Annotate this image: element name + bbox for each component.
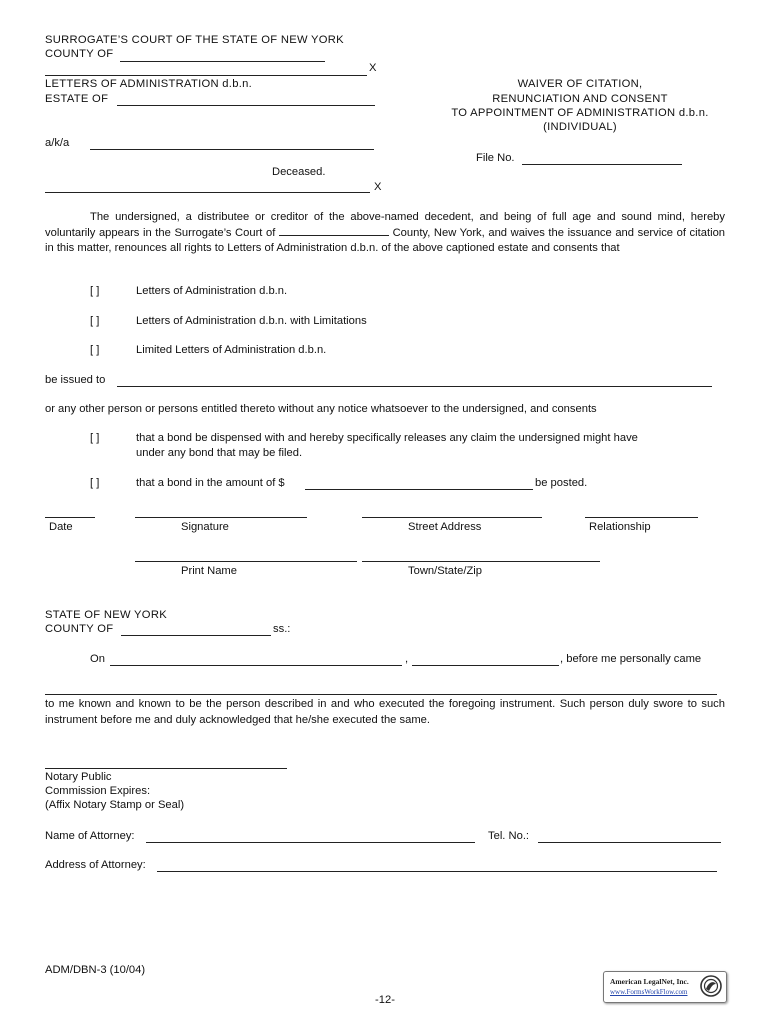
street-address-label: Street Address — [408, 521, 482, 533]
town-state-zip-label: Town/State/Zip — [408, 565, 482, 577]
attorney-address-field[interactable] — [157, 871, 717, 872]
date-field[interactable] — [45, 517, 95, 518]
court-heading: SURROGATE’S COURT OF THE STATE OF NEW YORK — [45, 34, 344, 46]
print-name-label: Print Name — [181, 565, 237, 577]
county-of-court-field[interactable] — [279, 226, 389, 236]
estate-name-field[interactable] — [117, 105, 375, 106]
notary-date-field[interactable] — [110, 665, 402, 666]
estate-label: ESTATE OF — [45, 93, 109, 105]
waiver-paragraph — [45, 210, 725, 257]
tel-no-field[interactable] — [538, 842, 721, 843]
caption-divider-top — [45, 75, 367, 76]
other-persons-text: or any other person or persons entitled thereto without any notice whatsoever to the undersigned, and consents — [45, 403, 597, 415]
form-id: ADM/DBN-3 (10/04) — [45, 964, 146, 976]
option-letters-limitations: Letters of Administration d.b.n. with Limitations — [136, 315, 367, 327]
page-number: -12- — [375, 994, 395, 1006]
notary-signature-field[interactable] — [45, 768, 287, 769]
brand-url[interactable]: www.FormsWorkFlow.com — [610, 988, 688, 996]
doc-title-line1: WAIVER OF CITATION, — [517, 78, 643, 90]
notary-public-label: Notary Public — [45, 771, 112, 783]
waiver-paragraph-part2: County, New York, and waives the issuance and service of citation in this matter, renounces all rights to Letters of Administration d.b.n. of the above captioned estate and consents that — [45, 226, 726, 254]
ss-label: ss.: — [273, 623, 291, 635]
on-label: On — [90, 653, 105, 665]
appearing-person-field[interactable] — [45, 694, 717, 695]
file-no-label: File No. — [476, 152, 515, 164]
checkbox-bond-dispensed[interactable]: [ ] — [90, 432, 100, 444]
brand-logo-icon — [700, 975, 722, 997]
notary-comma: , — [405, 653, 409, 665]
date-label: Date — [49, 521, 73, 533]
county-label: COUNTY OF — [45, 48, 114, 60]
letters-line: LETTERS OF ADMINISTRATION d.b.n. — [45, 78, 253, 90]
aka-label: a/k/a — [45, 137, 70, 149]
notary-state-line: STATE OF NEW YORK — [45, 609, 167, 621]
american-legalnet-badge — [603, 971, 727, 1003]
affix-seal-label: (Affix Notary Stamp or Seal) — [45, 799, 185, 811]
issued-to-label: be issued to — [45, 374, 106, 386]
checkbox-limited-letters[interactable]: [ ] — [90, 344, 100, 356]
checkbox-letters-limitations[interactable]: [ ] — [90, 315, 100, 327]
relationship-field[interactable] — [585, 517, 698, 518]
checkbox-bond-amount[interactable]: [ ] — [90, 477, 100, 489]
doc-title-line2: RENUNCIATION AND CONSENT — [492, 93, 668, 105]
aka-name-field[interactable] — [90, 149, 374, 150]
county-field[interactable] — [120, 61, 325, 62]
personally-came-text: , before me personally came — [560, 653, 702, 665]
issued-to-field[interactable] — [117, 386, 712, 387]
tel-no-label: Tel. No.: — [488, 830, 530, 842]
bond-posted-label: be posted. — [535, 477, 588, 489]
notary-year-field[interactable] — [412, 665, 559, 666]
street-address-field[interactable] — [362, 517, 542, 518]
bond-amount-field[interactable] — [305, 489, 533, 490]
waiver-paragraph-part1: The undersigned, a distributee or creditor of the above-named decedent, and being of full age and sound mind, hereby voluntarily appears in the Surrogate’s Court of — [45, 211, 725, 239]
print-name-field[interactable] — [135, 561, 357, 562]
bond-dispensed-line1: that a bond be dispensed with and hereby specifically releases any claim the undersigned might have — [136, 432, 638, 444]
checkbox-letters-dbn[interactable]: [ ] — [90, 285, 100, 297]
bond-amount-label: that a bond in the amount of $ — [136, 477, 285, 489]
signature-field[interactable] — [135, 517, 307, 518]
attorney-name-field[interactable] — [146, 842, 475, 843]
caption-x-mark-bottom: X — [374, 181, 382, 193]
doc-title-line4: (INDIVIDUAL) — [543, 121, 617, 133]
bond-dispensed-line2: under any bond that may be filed. — [136, 447, 303, 459]
option-letters-dbn: Letters of Administration d.b.n. — [136, 285, 288, 297]
attorney-name-label: Name of Attorney: — [45, 830, 135, 842]
town-state-zip-field[interactable] — [362, 561, 600, 562]
file-no-field[interactable] — [522, 164, 682, 165]
commission-expires-label: Commission Expires: — [45, 785, 151, 797]
notary-county-field[interactable] — [121, 635, 271, 636]
deceased-label: Deceased. — [272, 166, 326, 178]
notary-county-label: COUNTY OF — [45, 623, 114, 635]
option-limited-letters: Limited Letters of Administration d.b.n. — [136, 344, 327, 356]
relationship-label: Relationship — [589, 521, 651, 533]
caption-x-mark: X — [369, 62, 377, 74]
acknowledgment-text: to me known and known to be the person described in and who executed the foregoing instrument. Such person duly swore to such instrument before me and duly acknowledged that he/she executed the same. — [45, 698, 725, 726]
caption-divider-bottom — [45, 192, 370, 193]
signature-label: Signature — [181, 521, 229, 533]
doc-title-line3: TO APPOINTMENT OF ADMINISTRATION d.b.n. — [451, 107, 709, 119]
brand-name: American LegalNet, Inc. — [610, 977, 689, 986]
attorney-address-label: Address of Attorney: — [45, 859, 146, 871]
